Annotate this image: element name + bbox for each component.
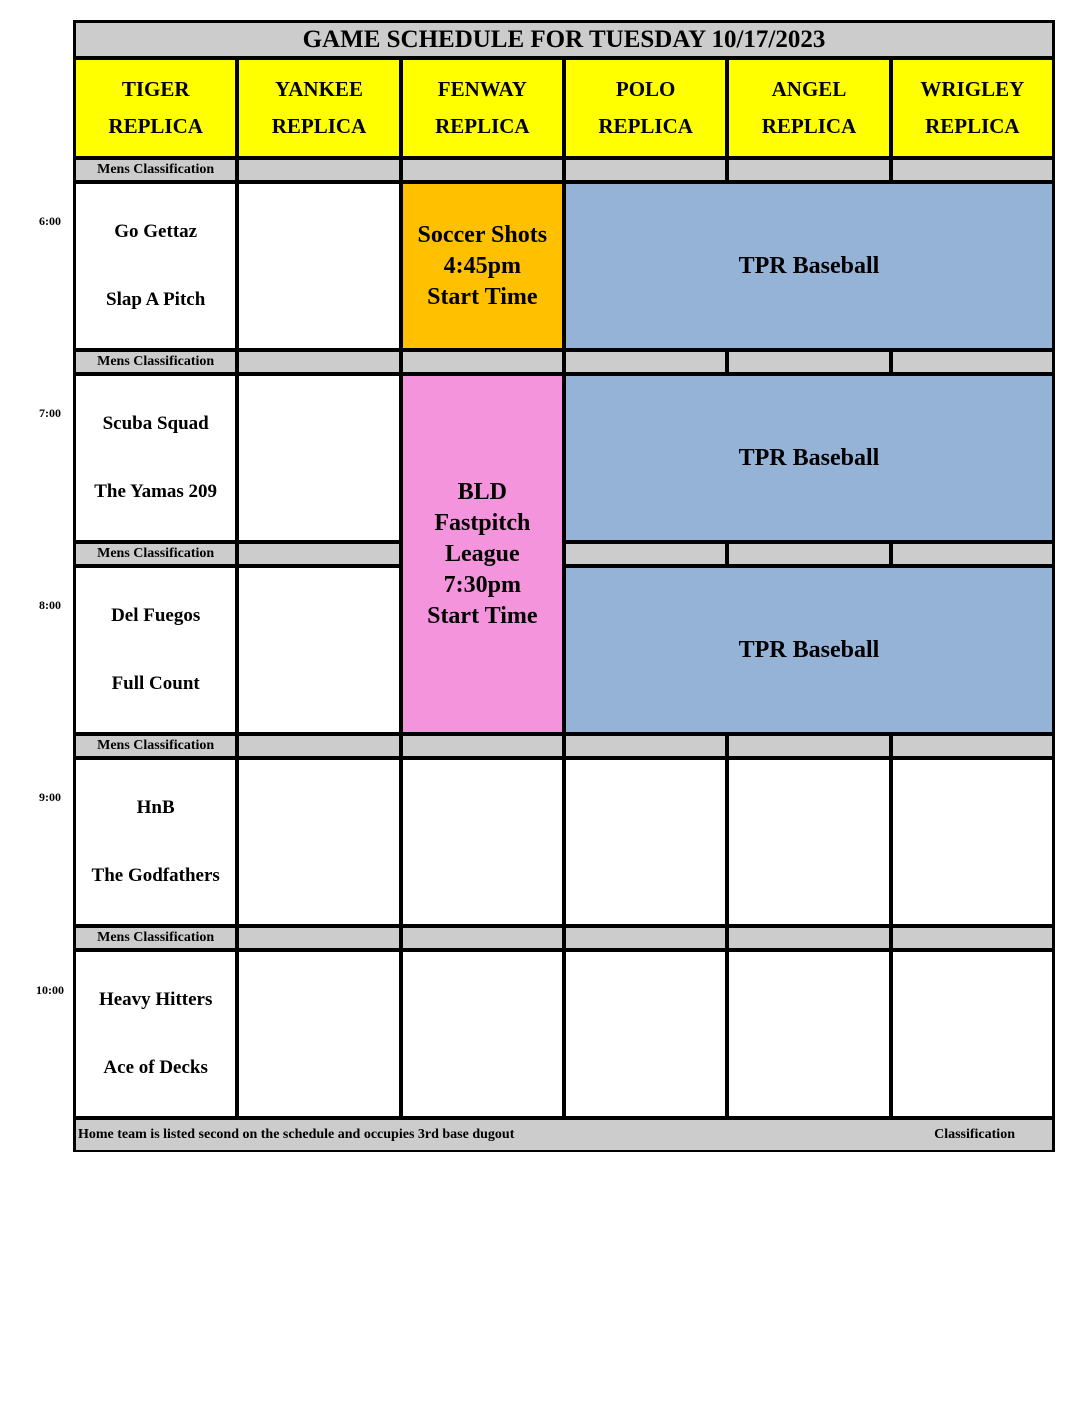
event-note: Start Time	[427, 283, 538, 310]
time-label-8: 8:00	[39, 598, 61, 612]
classification-bar-empty	[566, 736, 725, 756]
classification-bar-empty	[239, 544, 398, 564]
classification-bar-empty	[403, 160, 562, 180]
home-team: The Godfathers	[91, 865, 220, 886]
field-sub: REPLICA	[598, 114, 693, 138]
field-header-fenway	[403, 60, 562, 156]
classification-bar-empty	[403, 928, 562, 948]
classification-bar-empty	[566, 544, 725, 564]
away-team: Scuba Squad	[102, 413, 209, 434]
event-time: 4:45pm	[443, 252, 521, 279]
event-title: Soccer Shots	[417, 221, 548, 248]
away-team: HnB	[136, 797, 175, 818]
schedule-footer	[76, 1120, 1052, 1150]
time-label-7: 7:00	[39, 406, 61, 420]
empty-slot	[239, 184, 398, 348]
classification-bar: Mens Classification	[76, 928, 235, 948]
classification-bar: Mens Classification	[76, 544, 235, 564]
empty-slot	[403, 760, 562, 924]
away-team: Del Fuegos	[111, 605, 201, 626]
empty-slot	[239, 376, 398, 540]
classification-bar-empty	[239, 352, 398, 372]
empty-slot	[729, 952, 888, 1116]
empty-slot	[893, 760, 1052, 924]
classification-bar: Mens Classification	[76, 160, 235, 180]
time-label-10: 10:00	[36, 983, 64, 997]
classification-bar-empty	[566, 352, 725, 372]
field-name: TIGER	[121, 77, 190, 101]
home-team: The Yamas 209	[94, 481, 218, 502]
classification-bar-empty	[729, 736, 888, 756]
classification-bar-empty	[729, 352, 888, 372]
empty-slot	[893, 952, 1052, 1116]
footer-classification: Classification	[934, 1127, 1015, 1142]
game-slot-9	[76, 760, 235, 924]
classification-bar-empty	[566, 160, 725, 180]
bld-fastpitch-block	[403, 376, 562, 732]
event-title: League	[444, 540, 520, 567]
field-header-polo	[566, 60, 725, 156]
classification-bar-empty	[893, 928, 1052, 948]
field-name: ANGEL	[771, 77, 847, 101]
empty-slot	[729, 760, 888, 924]
field-header-angel	[729, 60, 888, 156]
footer-note: Home team is listed second on the schedule and occupies 3rd base dugout	[78, 1127, 515, 1142]
game-slot-10	[76, 952, 235, 1116]
game-slot-7	[76, 376, 235, 540]
schedule-title: GAME SCHEDULE FOR TUESDAY 10/17/2023	[76, 23, 1052, 56]
classification-bar-empty	[893, 352, 1052, 372]
time-label-6: 6:00	[39, 214, 61, 228]
classification-bar-empty	[239, 160, 398, 180]
empty-slot	[403, 952, 562, 1116]
classification-bar-empty	[239, 928, 398, 948]
field-header-tiger	[76, 60, 235, 156]
away-team: Go Gettaz	[114, 221, 198, 242]
field-sub: REPLICA	[271, 114, 367, 138]
field-header-wrigley	[893, 60, 1052, 156]
event-time: 7:30pm	[443, 571, 521, 598]
game-slot-8	[76, 568, 235, 732]
classification-bar-empty	[893, 736, 1052, 756]
field-name: FENWAY	[437, 77, 527, 101]
empty-slot	[566, 952, 725, 1116]
tpr-baseball-block: TPR Baseball	[566, 568, 1052, 732]
classification-bar-empty	[893, 544, 1052, 564]
classification-bar-empty	[566, 928, 725, 948]
classification-bar-empty	[729, 928, 888, 948]
away-team: Heavy Hitters	[98, 989, 213, 1010]
tpr-baseball-block: TPR Baseball	[566, 184, 1052, 348]
classification-bar-empty	[893, 160, 1052, 180]
field-name: POLO	[615, 77, 676, 101]
field-header-yankee	[239, 60, 398, 156]
empty-slot	[239, 568, 398, 732]
classification-bar: Mens Classification	[76, 352, 235, 372]
soccer-shots-block	[403, 184, 562, 348]
classification-bar-empty	[729, 160, 888, 180]
field-name: YANKEE	[275, 77, 363, 101]
game-slot-6	[76, 184, 235, 348]
empty-slot	[239, 760, 398, 924]
empty-slot	[566, 760, 725, 924]
home-team: Ace of Decks	[103, 1057, 208, 1078]
classification-bar-empty	[239, 736, 398, 756]
field-sub: REPLICA	[435, 114, 530, 138]
event-title: Fastpitch	[434, 509, 531, 536]
classification-bar-empty	[403, 736, 562, 756]
home-team: Full Count	[111, 673, 200, 694]
event-note: Start Time	[427, 602, 538, 629]
field-sub: REPLICA	[108, 114, 203, 138]
schedule-grid	[73, 20, 1055, 1152]
field-name: WRIGLEY	[920, 77, 1025, 101]
tpr-baseball-block: TPR Baseball	[566, 376, 1052, 540]
empty-slot	[239, 952, 398, 1116]
field-sub: REPLICA	[761, 114, 857, 138]
event-title: BLD	[457, 478, 507, 505]
time-label-9: 9:00	[39, 790, 61, 804]
classification-bar-empty	[729, 544, 888, 564]
classification-bar: Mens Classification	[76, 736, 235, 756]
home-team: Slap A Pitch	[106, 289, 206, 310]
field-sub: REPLICA	[925, 114, 1020, 138]
classification-bar-empty	[403, 352, 562, 372]
